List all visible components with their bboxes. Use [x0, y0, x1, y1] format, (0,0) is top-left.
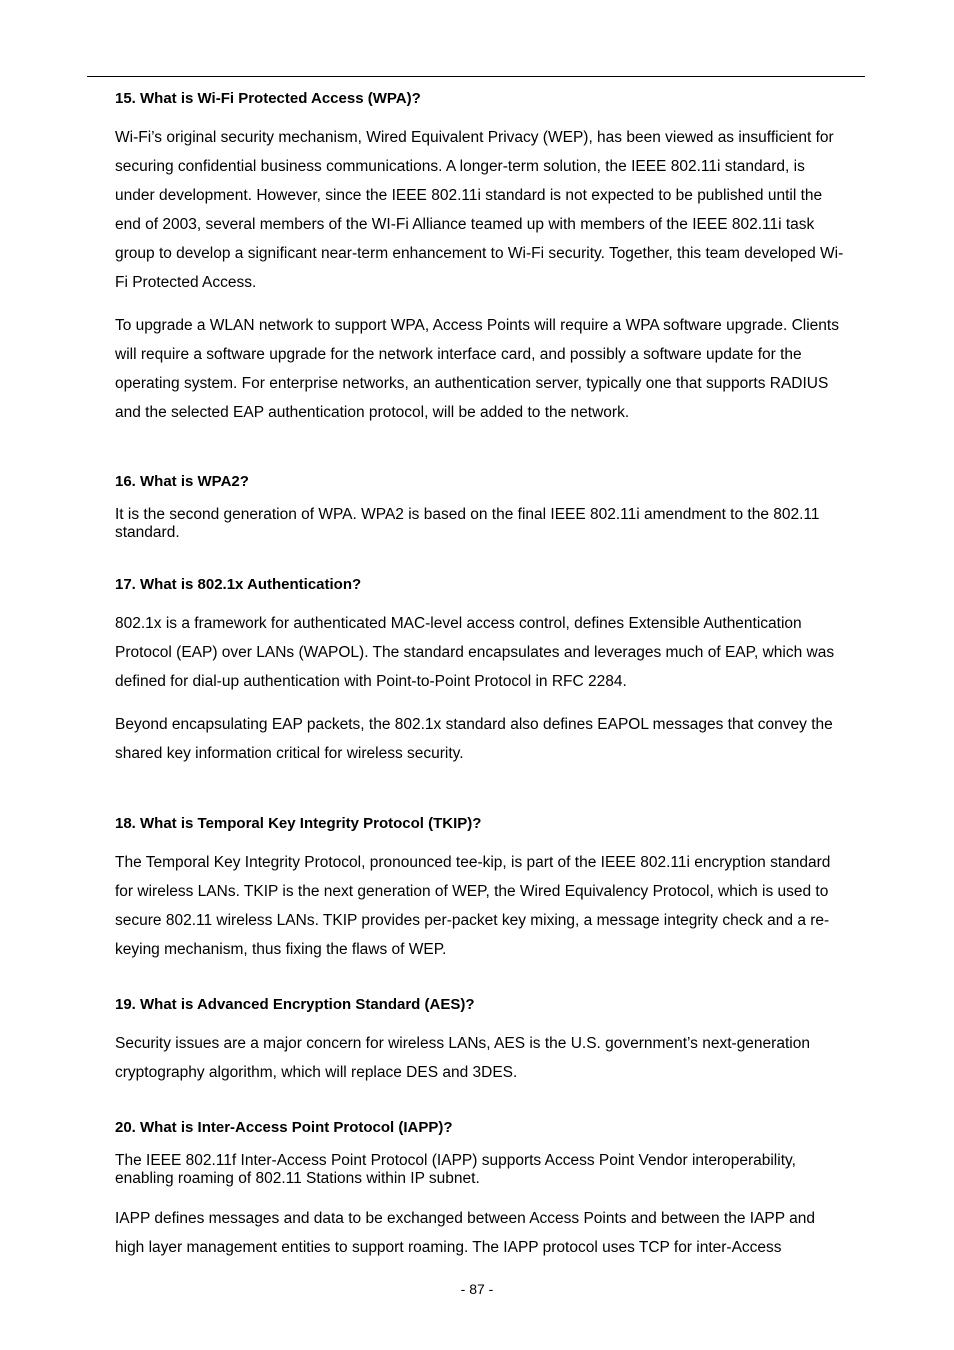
section-17-paragraph-2: Beyond encapsulating EAP packets, the 802.1x standard also defines EAPOL messages that convey the shared key information critical for wireless security. [115, 716, 833, 762]
page-number: - 87 - [460, 1281, 494, 1297]
section-18-heading: 18. What is Temporal Key Integrity Protocol (TKIP)? [115, 815, 482, 832]
header-rule [87, 76, 865, 77]
section-20-heading: 20. What is Inter-Access Point Protocol (IAPP)? [115, 1119, 453, 1136]
section-19-heading: 19. What is Advanced Encryption Standard (AES)? [115, 996, 475, 1013]
section-16-heading: 16. What is WPA2? [115, 473, 249, 490]
section-16-paragraph-1: It is the second generation of WPA. WPA2 is based on the final IEEE 802.11i amendment to the 802.11 standard. [115, 506, 820, 541]
section-20-paragraph-1: The IEEE 802.11f Inter-Access Point Protocol (IAPP) supports Access Point Vendor interoperability, enabling roaming of 802.11 Stations within IP subnet. [115, 1152, 796, 1187]
section-19-paragraph-1: Security issues are a major concern for wireless LANs, AES is the U.S. government’s next-generation cryptography algorithm, which will replace DES and 3DES. [115, 1035, 810, 1081]
section-17-heading: 17. What is 802.1x Authentication? [115, 576, 362, 593]
section-15-heading: 15. What is Wi-Fi Protected Access (WPA)? [115, 90, 421, 107]
section-15-paragraph-2: To upgrade a WLAN network to support WPA, Access Points will require a WPA software upgrade. Clients will require a software upgrade for the network interface card, and possibly a software update for the operating system. For enterprise networks, an authentication server, typically one that supports RADIUS and the selected EAP authentication protocol, will be added to the network. [115, 317, 839, 421]
section-15-paragraph-1: Wi-Fi’s original security mechanism, Wired Equivalent Privacy (WEP), has been viewed as insufficient for securing confidential business communications. A longer-term solution, the IEEE 802.11i standard, is under development. However, since the IEEE 802.11i standard is not expected to be published until the end of 2003, several members of the WI-Fi Alliance teamed up with members of the IEEE 802.11i task group to develop a significant near-term enhancement to Wi-Fi security. Together, this team developed Wi-Fi Protected Access. [115, 129, 844, 291]
section-17-paragraph-1: 802.1x is a framework for authenticated MAC-level access control, defines Extensible Authentication Protocol (EAP) over LANs (WAPOL). The standard encapsulates and leverages much of EAP, which was defined for dial-up authentication with Point-to-Point Protocol in RFC 2284. [115, 615, 835, 690]
section-20-paragraph-2: IAPP defines messages and data to be exchanged between Access Points and between the IAPP and high layer management entities to support roaming. The IAPP protocol uses TCP for inter-Access [115, 1210, 815, 1256]
section-18-paragraph-1: The Temporal Key Integrity Protocol, pronounced tee-kip, is part of the IEEE 802.11i encryption standard for wireless LANs. TKIP is the next generation of WEP, the Wired Equivalency Protocol, which is used to secure 802.11 wireless LANs. TKIP provides per-packet key mixing, a message integrity check and a re-keying mechanism, thus fixing the flaws of WEP. [115, 854, 831, 958]
